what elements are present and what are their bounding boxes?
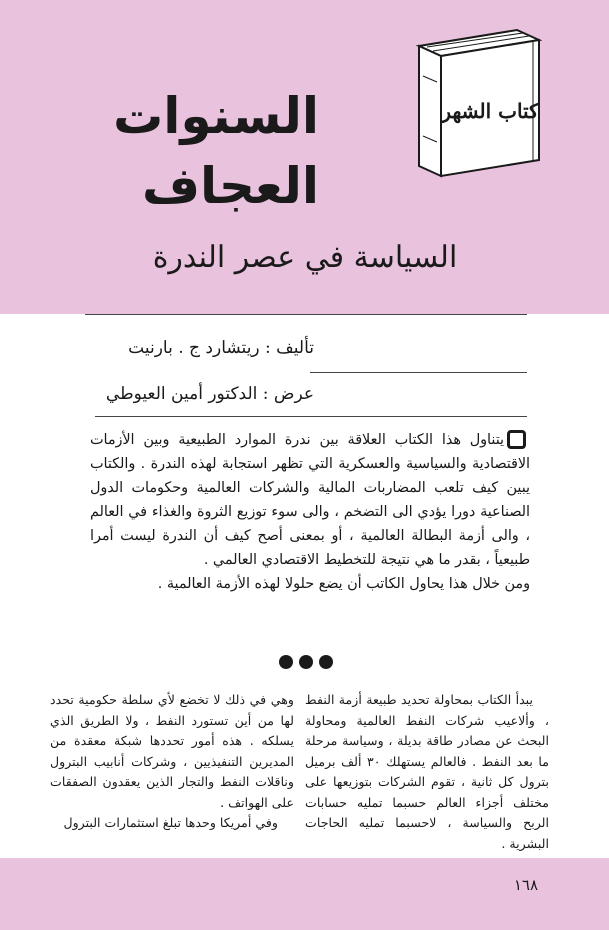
separator-dot [279,655,293,669]
book-subtitle: السياسة في عصر الندرة [152,240,458,275]
logo-text: كتاب الشهر [441,99,539,123]
book-icon [413,16,545,184]
book-title-line-1: السنوات [113,87,319,145]
body-paragraph: وهي في ذلك لا تخضع لأي سلطة حكومية تحدد لها من أين تستورد النفط ، ولا الطريق الذي يسلكه . هذه أمور تحددها شبكة معقدة من المديرين التنفيذيين ، وشركات أنابيب البترول وناقلات النفط والتجار الذين يعقدون الصفقات على الهواتف . [50,692,294,810]
separator-dot [319,655,333,669]
body-column-left [50,690,294,834]
body-paragraph: وفي أمريكا وحدها تبلغ استثمارات البترول [63,815,278,830]
page-number: ١٦٨ [513,876,538,894]
reviewer-line: عرض : الدكتور أمين العيوطي [105,384,314,404]
intro-paragraph-1: يتناول هذا الكتاب العلاقة بين ندرة الموارد الطبيعية وبين الأزمات الاقتصادية والسياسية والعسكرية التي تظهر استجابة لهذه الندرة . والكتاب يبين كيف تلعب المضاربات المالية والشركات العالمية وحكومات الدول الصناعية دورا يؤدي الى التضخم ، والى سوء توزيع الثروة والغذاء في العالم ، والى أزمة البطالة العالمية ، أو بمعنى أصح كيف أن الندرة ليست أمرا طبيعياً ، بقدر ما هي نتيجة للتخطيط الاقتصادي العالمي . [90,432,530,568]
intro-block [90,428,530,596]
divider-top [85,314,527,315]
intro-paragraph-2: ومن خلال هذا يحاول الكاتب أن يضع حلولا لهذه الأزمة العالمية . [157,576,530,592]
book-title-line-2: العجاف [141,157,319,215]
section-separator-dots [279,655,339,671]
body-paragraph: يبدأ الكتاب بمحاولة تحديد طبيعة أزمة النفط ، وألاعيب شركات النفط العالمية ومحاولة البحث عن مصادر طاقة بديلة ، وسياسة مرحلة ما بعد النفط . فالعالم يستهلك ٣٠ ألف برميل بترول كل ثانية ، تقوم الشركات بتوزيعها على مختلف أجزاء العالم حسبما تمليه حسابات الربح والسياسة ، لاحسبما تمليه الحاجات البشرية . [305,692,549,851]
footer-band [0,858,609,930]
divider-author [310,372,527,373]
author-line: تأليف : ريتشارد ج . بارنيت [128,338,314,358]
divider-reviewer [95,416,527,417]
book-of-the-month-logo [413,16,545,184]
separator-dot [299,655,313,669]
body-column-right [305,690,549,854]
